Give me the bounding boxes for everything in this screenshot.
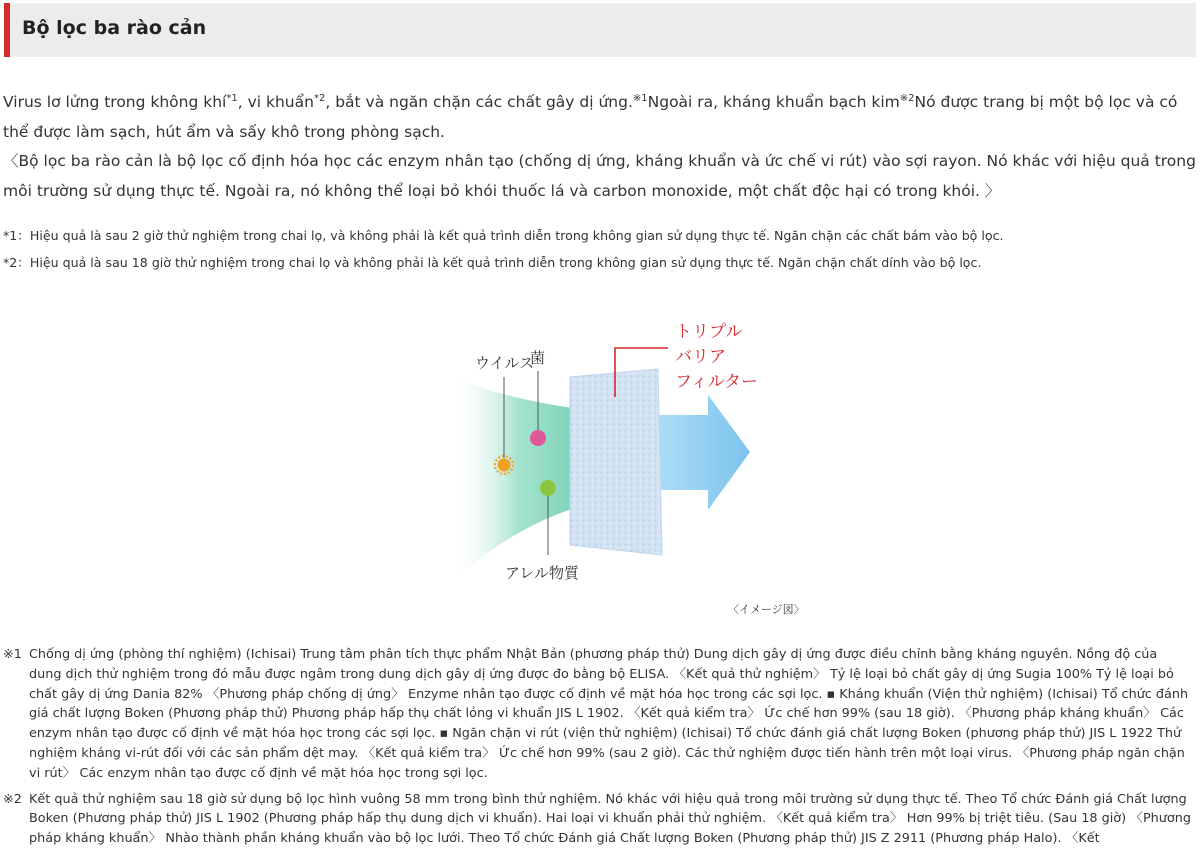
filter-diagram: [420, 315, 820, 620]
airflow-arrow-icon: [650, 395, 750, 510]
filter-label-line-2: バリア: [675, 347, 726, 367]
section-title-bar: [4, 3, 1196, 57]
intro-paragraph-2: 〈Bộ lọc ba rào cản là bộ lọc cố định hóa học các enzym nhân tạo (chống dị ứng, kháng khuẩn và ức chế vi rút) vào sợi rayon. Nó khác với hiệu quả trong môi trường sử dụng thực tế. Ngoài ra, nó không thể loại bỏ khói thuốc lá và carbon monoxide, một chất độc hại có trong khói. 〉: [3, 152, 1196, 200]
filter-label-line-3: フィルター: [675, 372, 758, 392]
note-text: Chống dị ứng (phòng thí nghiệm) (Ichisai) Trung tâm phân tích thực phẩm Nhật Bản (phương pháp thử) Dung dịch gây dị ứng được điều chỉnh bằng kháng nguyên. Nồng độ của dung dịch thử nghiệm trong đó mẫu được ngâm trong dung dịch gây dị ứng được đo bằng bộ ELISA. 〈Kết quả thử nghiệm〉 Tỷ lệ loại bỏ chất gây dị ứng Sugia 100% Tỷ lệ loại bỏ chất gây dị ứng Dania 82% 〈Phương pháp chống dị ứng〉 Enzyme nhân tạo được cố định về mặt hóa học trong các sợi lọc. ▪ Kháng khuẩn (Viện thử nghiệm) (Ichisai) Tổ chức đánh giá chất lượng Boken (Phương pháp thử) Phương pháp hấp thụ chất lỏng vi khuẩn JIS L 1902. 〈Kết quả kiểm tra〉 Ức chế hơn 99% (sau 18 giờ). 〈Phương pháp kháng khuẩn〉 Các enzym nhân tạo được cố định về mặt hóa học trong các sợi lọc. ▪ Ngăn chặn vi rút (viện thử nghiệm) (Ichisai) Tổ chức đánh giá chất lượng Boken (phương pháp thử) JIS L 1922 Thử nghiệm kháng vi-rút đối với các sản phẩm dệt may. 〈Kết quả kiểm tra〉 Ức chế hơn 99% (sau 2 giờ). Các thử nghiệm được tiến hành trên một loại virus. 〈Phương pháp ngăn chặn vi rút〉 Các enzym nhân tạo được cố định về mặt hóa học trong sợi lọc.: [29, 647, 1189, 781]
note-mark: ※1: [3, 647, 22, 662]
note-text: Kết quả thử nghiệm sau 18 giờ sử dụng bộ lọc hình vuông 58 mm trong bình thử nghiệm. Nó khác với hiệu quả trong môi trường sử dụng thực tế. Theo Tổ chức Đánh giá Chất lượng Boken (Phương pháp thử) JIS L 1902 (Phương pháp hấp thụ dung dịch vi khuẩn). Hai loại vi khuẩn phải thử nghiệm. 〈Kết quả kiểm tra〉 Hơn 99% bị triệt tiêu. (Sau 18 giờ) 〈Phương pháp kháng khuẩn〉 Nhào thành phần kháng khuẩn vào bộ lọc lưới. Theo Tổ chức Đánh giá Chất lượng Boken (Phương pháp thử) JIS Z 2911 (Phương pháp Halo). 〈Kết: [29, 791, 1191, 847]
note-item: [3, 645, 1197, 784]
filter-label-line-1: トリプル: [675, 322, 743, 342]
section-title: Bộ lọc ba rào cản: [22, 17, 207, 39]
note-mark: ※2: [3, 791, 22, 807]
diagram-caption: 〈イメージ図〉: [728, 603, 805, 616]
allergen-dot-icon: [540, 480, 556, 496]
notes-list: [3, 645, 1197, 855]
intro-text: [3, 88, 1197, 206]
filter-panel: [570, 369, 662, 555]
footnote-2: *2：Hiệu quả là sau 18 giờ thử nghiệm trong chai lọ và không phải là kết quả trình diễn trong không gian sử dụng thực tế. Ngăn chặn chất dính vào bộ lọc.: [3, 255, 982, 270]
label-virus: ウイルス: [475, 354, 535, 372]
bacteria-dot-icon: [530, 430, 546, 446]
label-bacteria: 菌: [530, 349, 546, 367]
footnote-1: *1：Hiệu quả là sau 2 giờ thử nghiệm trong chai lọ, và không phải là kết quả trình diễn trong không gian sử dụng thực tế. Ngăn chặn các chất bám vào bộ lọc.: [3, 228, 1004, 243]
label-allergen: アレル物質: [505, 564, 580, 582]
intro-paragraph-1: Virus lơ lửng trong không khí$^{*1}$, vi khuẩn$^{*2}$, bắt và ngăn chặn các chất gây dị ứng.$^{※1}$Ngoài ra, kháng khuẩn bạch kim$^{※2}$Nó được trang bị một bộ lọc và có thể được làm sạch, hút ẩm và sấy khô trong phòng sạch.: [3, 92, 1178, 141]
note-item: [3, 790, 1197, 849]
